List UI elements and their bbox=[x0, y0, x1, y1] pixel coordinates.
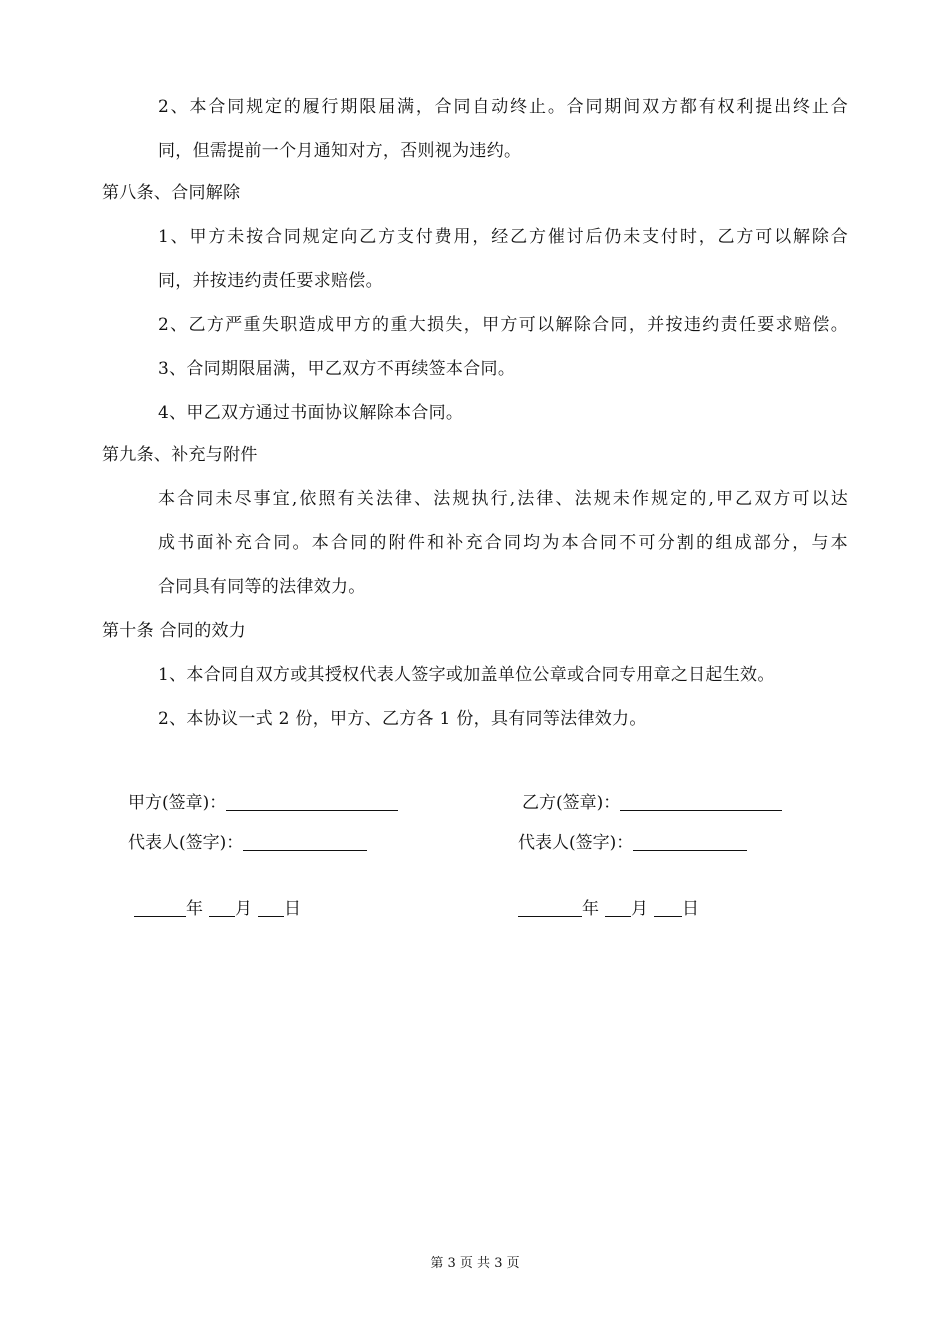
clause-8-4: 4、甲乙双方通过书面协议解除本合同。 bbox=[158, 403, 464, 423]
date-a-month-field[interactable] bbox=[209, 900, 235, 917]
clause-10-2: 2、本协议一式 2 份，甲方、乙方各 1 份，具有同等法律效力。 bbox=[158, 709, 647, 729]
party-a-seal-field[interactable] bbox=[226, 794, 398, 811]
clause-9-line-1: 本合同未尽事宜,依照有关法律、法规执行,法律、法规未作规定的,甲乙双方可以达 bbox=[158, 489, 848, 509]
party-b-seal-field[interactable] bbox=[620, 794, 782, 811]
rep-b-label: 代表人(签字)： bbox=[518, 833, 634, 853]
rep-b-row bbox=[518, 832, 747, 854]
article-9-heading: 第九条、补充与附件 bbox=[102, 445, 258, 465]
date-b-month-label: 月 bbox=[631, 899, 648, 919]
rep-a-label: 代表人(签字)： bbox=[128, 833, 244, 853]
clause-10-1: 1、本合同自双方或其授权代表人签字或加盖单位公章或合同专用章之日起生效。 bbox=[158, 665, 775, 685]
clause-7-2-line-2: 同，但需提前一个月通知对方，否则视为违约。 bbox=[158, 141, 522, 161]
clause-8-2: 2、乙方严重失职造成甲方的重大损失，甲方可以解除合同，并按违约责任要求赔偿。 bbox=[158, 315, 848, 335]
clause-8-1-line-1: 1、甲方未按合同规定向乙方支付费用，经乙方催讨后仍未支付时，乙方可以解除合 bbox=[158, 227, 848, 247]
rep-a-field[interactable] bbox=[243, 834, 367, 851]
clause-9-line-3: 合同具有同等的法律效力。 bbox=[158, 577, 366, 597]
date-b-day-field[interactable] bbox=[654, 900, 682, 917]
date-a-month-label: 月 bbox=[235, 899, 252, 919]
rep-a-row bbox=[128, 832, 367, 854]
clause-7-2-line-1: 2、本合同规定的履行期限届满，合同自动终止。合同期间双方都有权利提出终止合 bbox=[158, 97, 848, 117]
article-10-heading: 第十条 合同的效力 bbox=[102, 621, 247, 641]
date-a-year-label: 年 bbox=[186, 899, 203, 919]
party-a-seal-row bbox=[128, 792, 398, 814]
date-a-year-field[interactable] bbox=[134, 900, 186, 917]
article-8-heading: 第八条、合同解除 bbox=[102, 183, 241, 203]
date-b-month-field[interactable] bbox=[605, 900, 631, 917]
clause-8-1-line-2: 同，并按违约责任要求赔偿。 bbox=[158, 271, 383, 291]
date-a-row bbox=[134, 898, 301, 920]
date-b-year-field[interactable] bbox=[518, 900, 582, 917]
rep-b-field[interactable] bbox=[633, 834, 747, 851]
page-number: 第 3 页 共 3 页 bbox=[430, 1256, 520, 1271]
clause-9-line-2: 成书面补充合同。本合同的附件和补充合同均为本合同不可分割的组成部分，与本 bbox=[158, 533, 848, 553]
date-b-year-label: 年 bbox=[582, 899, 599, 919]
date-a-day-label: 日 bbox=[284, 899, 301, 919]
date-a-day-field[interactable] bbox=[258, 900, 284, 917]
date-b-row bbox=[518, 898, 699, 920]
date-b-day-label: 日 bbox=[682, 899, 699, 919]
clause-8-3: 3、合同期限届满，甲乙双方不再续签本合同。 bbox=[158, 359, 516, 379]
party-a-seal-label: 甲方(签章)： bbox=[128, 793, 227, 813]
party-b-seal-row bbox=[522, 792, 782, 814]
party-b-seal-label: 乙方(签章)： bbox=[522, 793, 621, 813]
